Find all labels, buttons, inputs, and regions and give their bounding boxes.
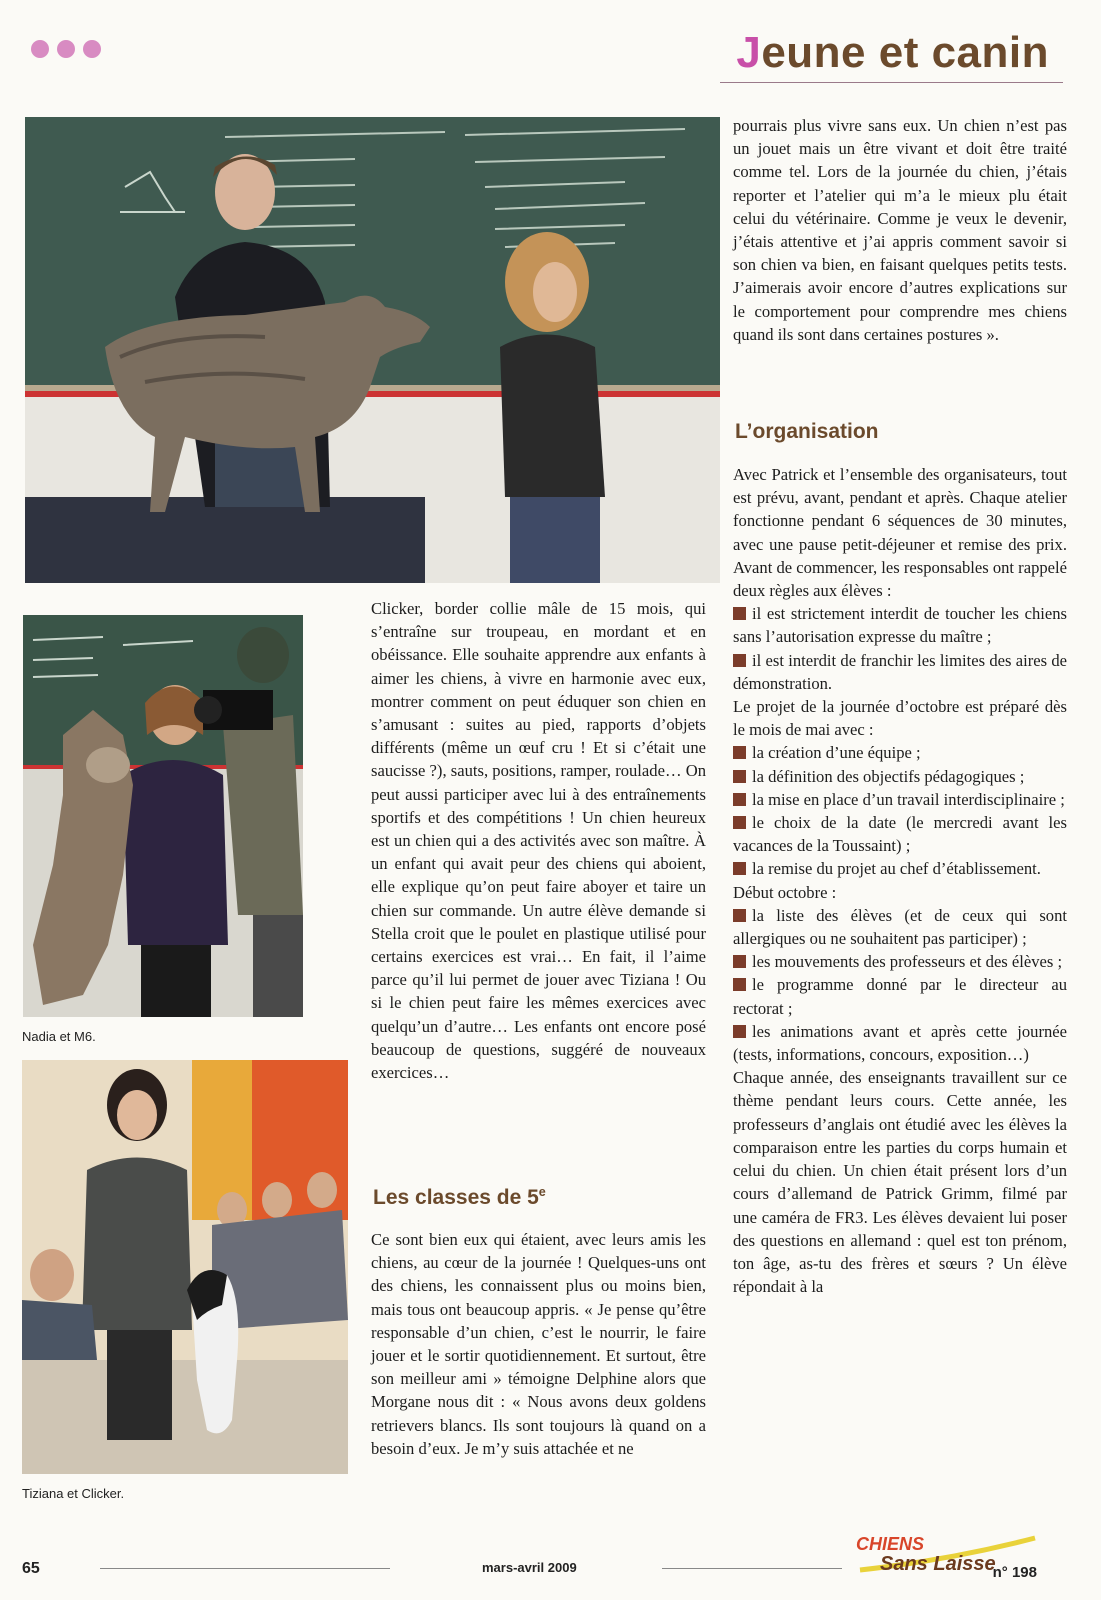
svg-text:Sans Laisse: Sans Laisse bbox=[880, 1553, 996, 1575]
list-item: la mise en place d’un travail interdisciplinaire ; bbox=[733, 788, 1067, 811]
bullet-icon bbox=[733, 746, 746, 759]
paragraph-october-intro: Début octobre : bbox=[733, 882, 837, 902]
list-item: la liste des élèves (et de ceux qui sont allergiques ou ne souhaitent pas participer) ; bbox=[733, 905, 1067, 949]
subhead-classes: Les classes de 5e bbox=[373, 1185, 546, 1209]
bullet-icon bbox=[733, 793, 746, 806]
caption-tiziana: Tiziana et Clicker. bbox=[22, 1486, 125, 1501]
photo-tiziana bbox=[22, 1060, 348, 1474]
issue-number: n° 198 bbox=[992, 1564, 1037, 1581]
section-title: Jeune et canin bbox=[736, 28, 1049, 77]
bullet-icon bbox=[733, 909, 746, 922]
article-column-middle-bottom bbox=[371, 1228, 706, 1460]
bullet-icon bbox=[733, 816, 746, 829]
paragraph-closing: Chaque année, des enseignants travaillent sur ce thème pendant leurs cours. Cette année, les professeurs d’anglais ont étudié avec les élèves la comparaison entre les parties du corps humain et celui du chien. Un chien était présent lors d’un cours d’allemand de Patrick Grimm, filmé par une caméra de FR3. Les élèves devaient lui poser des questions en allemand : quel est ton prénom, ton âge, as-tu des frères et sœurs ? Un élève répondait à la bbox=[733, 1068, 1067, 1297]
footer-rule-right bbox=[662, 1568, 842, 1569]
list-item: les mouvements des professeurs et des élèves ; bbox=[733, 950, 1067, 973]
list-item: il est strictement interdit de toucher les chiens sans l’autorisation expresse du maître ; bbox=[733, 604, 1067, 647]
paragraph-morgane: pourrais plus vivre sans eux. Un chien n’est pas un jouet mais un être vivant et doit être traité comme tel. Lors de la journée du chien, j’étais reporter et l’atelier qui m’a le mieux plu était celui du vétérinaire. Comme je veux le devenir, j’étais attentive et j’ai appris comment savoir si son chien va bien, en faisant quelques petits tests. J’aimerais avoir encore d’autres explications sur le comportement pour comprendre mes chiens quand ils sont dans certaines postures ». bbox=[733, 116, 1067, 344]
paragraph-classes: Ce sont bien eux qui étaient, avec leurs amis les chiens, au cœur de la journée ! Quelques-uns ont des chiens, les connaissent plus ou moins bien, mais tous ont beaucoup appris. « Je pense qu’être responsable d’un chien, c’est le nourrir, le faire jouer et le sortir quotidiennement. Et surtout, être son meilleur ami » témoigne Delphine alors que Morgane nous dit : « Nous avons deux goldens retrievers blancs. Ils sont toujours là quand on a besoin d’eux. Je m’y suis attachée et ne bbox=[371, 1230, 706, 1458]
photo-nadia bbox=[23, 615, 303, 1017]
paragraph-organisation-intro: Avec Patrick et l’ensemble des organisateurs, tout est prévu, avant, pendant et après. Chaque atelier fonctionne pendant 6 séquences de 30 minutes, avec une pause petit-déjeuner et remise des prix. Avant de commencer, les responsables ont rappelé deux règles aux élèves : bbox=[733, 465, 1068, 601]
title-divider bbox=[720, 82, 1063, 83]
photo-classroom bbox=[25, 117, 720, 583]
article-column-right-bottom bbox=[733, 463, 1067, 1298]
caption-nadia: Nadia et M6. bbox=[22, 1029, 96, 1044]
article-column-right bbox=[733, 114, 1067, 346]
bullet-icon bbox=[733, 862, 746, 875]
paragraph-project-intro: Le projet de la journée d’octobre est préparé dès le mois de mai avec : bbox=[733, 697, 1067, 740]
article-column-middle bbox=[371, 597, 706, 1084]
bullet-icon bbox=[733, 770, 746, 783]
paragraph-clicker: Clicker, border collie mâle de 15 mois, qui s’entraîne sur troupeau, en mordant et en obéissance. Elle souhaite apprendre aux enfants à aimer les chiens, à vivre en harmonie avec eux, montrer comment on peut éduquer son chien en s’amusant : suites au pied, rapports d’objets différents (même un œuf cru ! Et si c’était une saucisse ?), sauts, positions, ramper, roulade… On peut aussi participer avec lui à des entraînements sportifs et des compétitions ! Un chien heureux est un chien qui a des activités avec son maître. À un enfant qui avait peur des chiens qui aboient, elle explique qu’on peut faire aboyer et taire un chien sur commande. Un autre élève demande si Stella croit que le poulet en plastique utilisé pour certains exercices est vrai… En fait, il l’aime parce qu’il lui permet de jouer avec Tiziana ! Ou si le chien peut faire les mêmes exercices avec quelqu’un d’autre… Les enfants ont encore posé beaucoup de questions, suggéré de nouveaux exercices… bbox=[371, 599, 706, 1083]
svg-text:CHIENS: CHIENS bbox=[856, 1534, 925, 1554]
list-item: la remise du projet au chef d’établissement. bbox=[733, 857, 1067, 880]
issue-date: mars-avril 2009 bbox=[482, 1560, 577, 1575]
bullet-icon bbox=[733, 654, 746, 667]
bullet-icon bbox=[733, 607, 746, 620]
page-number: 65 bbox=[22, 1560, 40, 1577]
list-item: la définition des objectifs pédagogiques ; bbox=[733, 765, 1067, 788]
list-item: il est interdit de franchir les limites des aires de démonstration. bbox=[733, 650, 1067, 693]
footer-rule-left bbox=[100, 1568, 390, 1569]
bullet-icon bbox=[733, 1025, 746, 1038]
bullet-icon bbox=[733, 955, 746, 968]
list-item: le choix de la date (le mercredi avant les vacances de la Toussaint) ; bbox=[733, 813, 1067, 856]
list-item: la création d’une équipe ; bbox=[733, 741, 1067, 764]
list-item: les animations avant et après cette journée (tests, informations, concours, exposition…) bbox=[733, 1021, 1067, 1065]
list-item: le programme donné par le directeur au rectorat ; bbox=[733, 975, 1067, 1018]
bullet-icon bbox=[733, 978, 746, 991]
subhead-organisation: L’organisation bbox=[735, 420, 879, 443]
decorative-dots bbox=[31, 40, 101, 58]
